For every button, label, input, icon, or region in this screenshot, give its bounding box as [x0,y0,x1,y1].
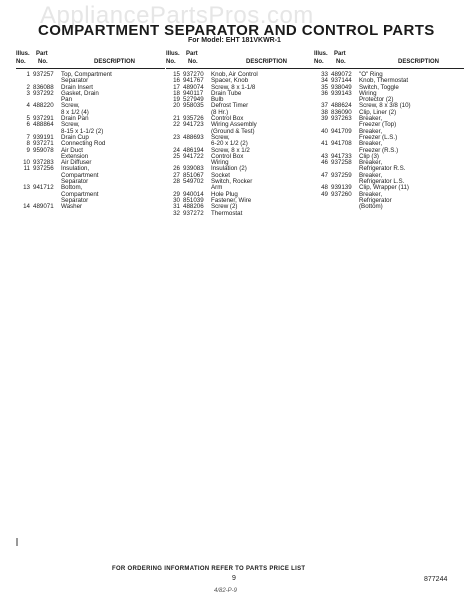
parts-row [16,185,165,204]
illus-number: 7 [26,133,30,141]
illus-number: 37 [321,102,328,110]
part-number: 937260 [331,190,352,198]
header-part-no: No. [188,59,198,65]
description-line: Compartment [61,190,99,198]
part-number: 940117 [183,89,204,97]
description-line: Wiring [211,159,229,167]
illus-number: 41 [321,140,328,148]
illus-number: 19 [173,96,180,104]
part-number: 937144 [331,77,352,85]
part-number: 851067 [183,171,204,179]
parts-row [314,160,464,173]
header-part-no: No. [336,59,346,65]
illus-number: 24 [173,146,180,154]
description-line: Insulation (2) [211,165,247,173]
description-line: Drain Pan [61,115,89,123]
illus-number: 10 [23,159,30,167]
header-part-no: No. [38,59,48,65]
handwritten-note: 4/82-P-9 [214,588,238,594]
description-line: Freezer (L.S.) [359,133,398,141]
part-number: 488624 [331,102,352,110]
description-line: Thermostat [211,209,243,217]
description-line: Freezer (R.S.) [359,146,399,154]
illus-number: 6 [26,121,30,129]
description-line: Control Box [211,115,244,123]
description-line: Screw, [61,121,80,129]
part-number: 941709 [331,127,352,135]
description-line: Drain Tube [211,89,242,97]
parts-column-3 [314,46,464,211]
part-number: 836090 [331,108,352,116]
part-number: 851039 [183,196,204,204]
description-line: Spacer, Knob [211,77,249,85]
description-line: Clip, Wrapper (11) [359,184,409,192]
illus-number: 8 [26,140,30,148]
description-line: Screw, 8 x 1/2 [211,146,250,154]
header-description: DESCRIPTION [246,59,288,65]
parts-column-1 [16,46,165,211]
illus-number: 26 [173,165,180,173]
illus-number: 43 [321,152,328,160]
parts-row [166,179,314,192]
part-number: 937270 [183,71,204,78]
part-description [61,166,165,185]
illus-number: 39 [321,115,328,123]
part-number: 489072 [331,71,352,78]
illus-number: 2 [26,83,30,91]
part-number: 938049 [331,83,352,91]
description-line: 6-20 x 1/2 (2) [211,140,248,148]
illus-number: 49 [321,190,328,198]
illus-number: 23 [173,133,180,141]
description-line: Fastener, Wire [211,196,252,204]
model-subtitle: For Model: EHT 181VKWR-1 [188,37,281,44]
part-description [359,116,464,129]
part-number: 527949 [183,96,204,104]
description-line: Wiring [359,89,377,97]
description-line: Defrost Timer [211,102,249,110]
illus-number: 1 [26,71,30,78]
description-line: Refrigerator L.S. [359,178,405,186]
header-illus: Illus. [16,51,30,57]
description-line: Pan [61,96,73,104]
header-description: DESCRIPTION [94,59,136,65]
description-line: Separator [61,178,89,186]
part-number: 941723 [183,121,204,129]
part-number: 937271 [33,140,54,148]
parts-row [166,135,314,148]
parts-column-2 [166,46,314,217]
parts-row [16,72,165,85]
description-line: Separator [61,77,89,85]
part-number: 939191 [33,133,54,141]
description-line: Compartment [61,171,99,179]
parts-row [314,141,464,154]
header-part: Part [186,51,198,57]
description-line: (Ground & Test) [211,127,255,135]
part-number: 488220 [33,102,54,110]
illus-number: 46 [321,159,328,167]
parts-row [314,192,464,211]
part-number: 939083 [183,165,204,173]
column-header [166,46,314,69]
illus-number: 33 [321,71,328,78]
watermark: AppliancePartsPros.com [40,2,314,29]
description-line: Drain Insert [61,83,93,91]
illus-number: 31 [173,203,180,211]
description-line: (8 Hr.) [211,108,229,116]
parts-row [314,116,464,129]
part-number: 959078 [33,146,54,154]
illus-number: 3 [26,89,30,97]
description-line: Air Diffuser [61,159,92,167]
ordering-footer: FOR ORDERING INFORMATION REFER TO PARTS PRICE LIST [112,566,306,572]
part-number: 937283 [33,159,54,167]
part-number: 958035 [183,102,204,110]
header-part: Part [36,51,48,57]
illus-number: 11 [23,165,30,173]
part-number: 935726 [183,115,204,123]
column-header [16,46,165,69]
header-part: Part [334,51,346,57]
part-number: 937259 [331,171,352,179]
part-number: 549702 [183,178,204,186]
page-number: 9 [232,575,236,582]
illus-number: 27 [173,171,180,179]
description-line: Breaker, [359,140,383,148]
description-line: Freezer (Top) [359,121,397,129]
illus-number: 22 [173,121,180,129]
description-line: Refrigerator [359,196,392,204]
part-number: 939143 [331,89,352,97]
part-number: 488864 [33,121,54,129]
parts-row [16,166,165,185]
illus-number: 48 [321,184,328,192]
description-line: Screw, [61,102,80,110]
part-number: 486194 [183,146,204,154]
description-line: "O" Ring [359,71,383,78]
description-line: Control Box [211,152,244,160]
description-line: Socket [211,171,230,179]
part-number: 489071 [33,203,54,211]
part-number: 937291 [33,115,54,123]
part-number: 937263 [331,115,352,123]
header-illus-no: No. [314,59,324,65]
part-number: 937258 [331,159,352,167]
illus-number: 34 [321,77,328,85]
description-line: Arm [211,184,223,192]
illus-number: 38 [321,108,328,116]
illus-number: 14 [23,203,30,211]
illus-number: 36 [321,89,328,97]
description-line: Knob, Thermostat [359,77,409,85]
part-number: 836088 [33,83,54,91]
part-number: 941722 [183,152,204,160]
header-illus: Illus. [166,51,180,57]
description-line: Hole Plug [211,190,238,198]
illus-number: 40 [321,127,328,135]
illus-number: 29 [173,190,180,198]
part-number: 939139 [331,184,352,192]
description-line: Screw, 8 x 3/8 (10) [359,102,411,110]
illus-number: 13 [23,184,30,192]
description-line: Separator [61,196,89,204]
part-number: 941733 [331,152,352,160]
illus-number: 18 [173,89,180,97]
description-line: 8 x 1/2 (4) [61,108,89,116]
description-line: Switch, Toggle [359,83,399,91]
description-line: Breaker, [359,171,383,179]
part-number: 940014 [183,190,204,198]
description-line: Air Duct [61,146,84,154]
description-line: (Bottom) [359,203,383,211]
description-line: Extension [61,152,89,160]
illus-number: 20 [173,102,180,110]
header-illus-no: No. [166,59,176,65]
description-line: Drain Cup [61,133,89,141]
description-line: Switch, Rocker [211,178,253,186]
illus-number: 28 [173,178,180,186]
header-description: DESCRIPTION [398,59,440,65]
description-line: Breaker, [359,115,383,123]
illus-number: 25 [173,152,180,160]
description-line: 8-15 x 1-1/2 (2) [61,127,104,135]
description-line: Clip, Liner (2) [359,108,397,116]
illus-number: 5 [26,115,30,123]
parts-row [166,211,314,217]
page-title: COMPARTMENT SEPARATOR AND CONTROL PARTS [38,22,435,39]
description-line: Screw (2) [211,203,238,211]
part-description [61,204,165,210]
illus-number: 15 [173,71,180,78]
description-line: Washer [61,203,83,211]
illus-number: 21 [173,115,180,123]
description-line: Screw, [211,133,230,141]
description-line: Protector (2) [359,96,394,104]
part-description [211,135,314,148]
part-description [211,179,314,192]
part-number: 941708 [331,140,352,148]
margin-mark [16,538,18,546]
description-line: Breaker, [359,127,383,135]
part-number: 937257 [33,71,54,78]
description-line: Gasket, Drain [61,89,99,97]
description-line: Breaker, [359,159,383,167]
illus-number: 4 [26,102,30,110]
description-line: Connecting Rod [61,140,106,148]
description-line: Top, Compartment [61,71,112,78]
part-number: 488693 [183,133,204,141]
description-line: Knob, Air Control [211,71,258,78]
description-line: Bottom, [61,184,83,192]
header-illus-no: No. [16,59,26,65]
description-line: Breaker, [359,190,383,198]
part-description [61,72,165,85]
illus-number: 30 [173,196,180,204]
parts-row [16,204,165,210]
part-description [211,211,314,217]
part-description [61,185,165,204]
part-number: 937272 [183,209,204,217]
illus-number: 47 [321,171,328,179]
part-number: 941767 [183,77,204,85]
illus-number: 32 [173,209,180,217]
header-illus: Illus. [314,51,328,57]
illus-number: 9 [26,146,30,154]
description-line: Refrigerator R.S. [359,165,406,173]
illus-number: 16 [173,77,180,85]
part-number: 941712 [33,184,54,192]
description-line: Insulation, [61,165,90,173]
illus-number: 17 [173,83,180,91]
part-number: 937256 [33,165,54,173]
part-number: 489074 [183,83,204,91]
part-description [359,192,464,211]
part-description [359,141,464,154]
document-number: 877244 [424,576,448,583]
part-number: 488206 [183,203,204,211]
part-number: 937292 [33,89,54,97]
part-description [359,160,464,173]
description-line: Wiring Assembly [211,121,257,129]
description-line: Clip (3) [359,152,379,160]
illus-number: 35 [321,83,328,91]
description-line: Screw, 8 x 1-1/8 [211,83,256,91]
column-header [314,46,464,69]
description-line: Bulb [211,96,224,104]
